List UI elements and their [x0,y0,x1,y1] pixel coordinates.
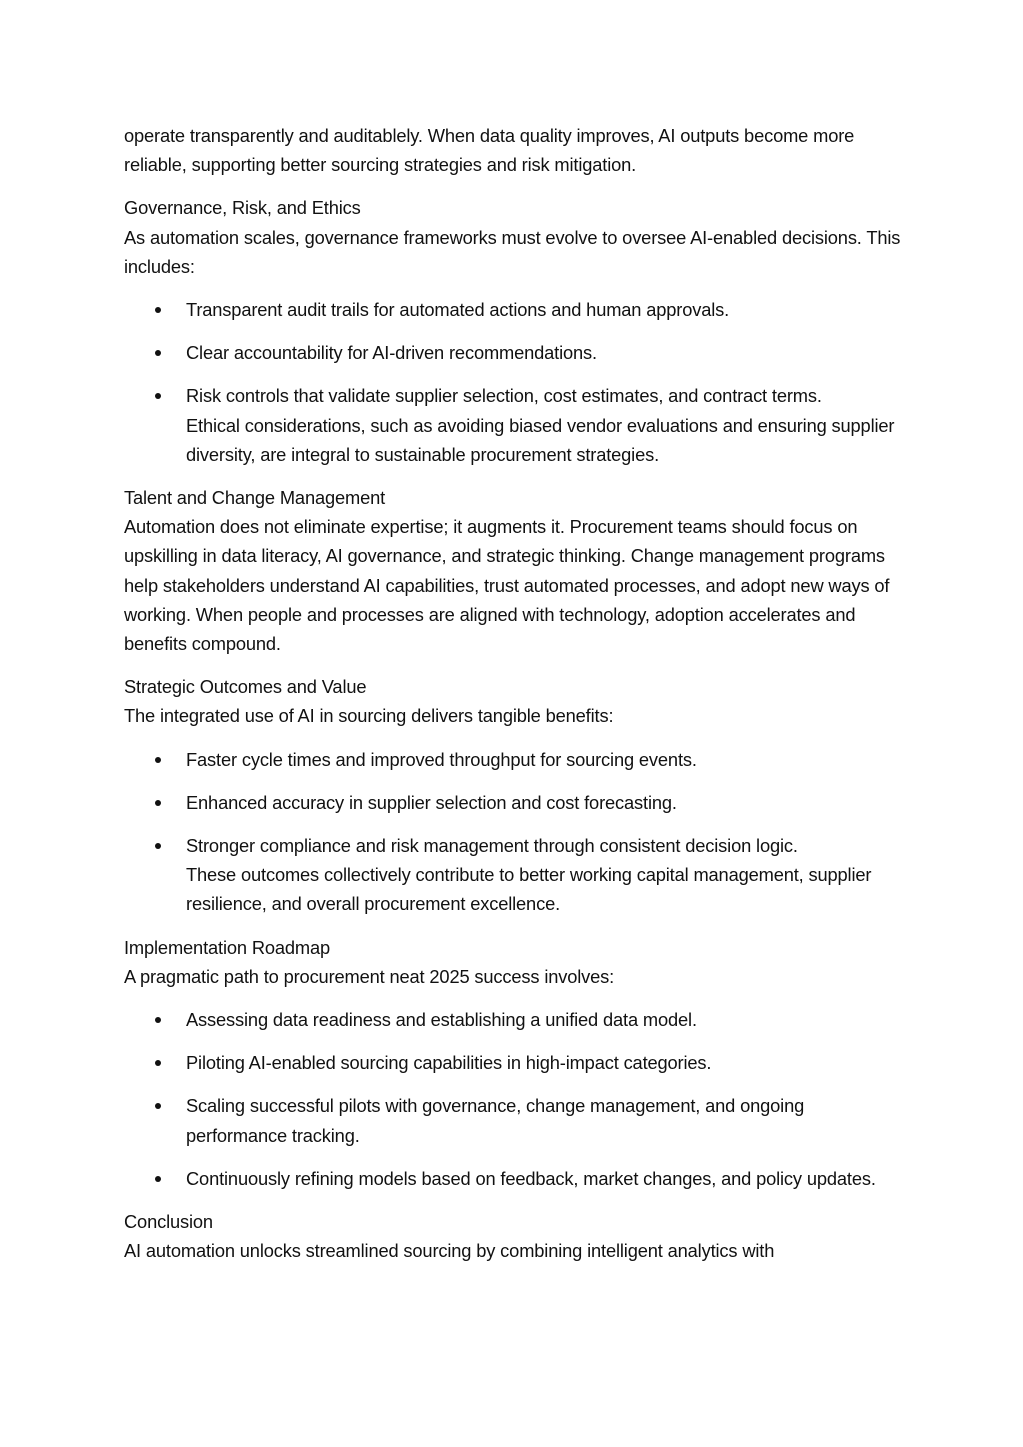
section-talent [124,483,904,658]
section-heading: Talent and Change Management [124,487,386,509]
list-item [124,381,904,469]
list-item [124,1048,904,1077]
bullet-icon [155,800,161,806]
section-roadmap [124,933,904,1193]
section-body: AI automation unlocks streamlined sourcing by combining intelligent analytics with [124,1240,775,1262]
section-body: A pragmatic path to procurement neat 2025 success involves: [124,965,615,987]
section-heading: Conclusion [124,1211,213,1233]
section-conclusion [124,1207,904,1265]
list-item [124,1005,904,1034]
list-item [124,831,904,919]
section-governance [124,193,904,469]
section-body: As automation scales, governance frameworks must evolve to oversee AI-enabled decisions. This includes: [124,226,901,277]
list-item [124,1091,904,1149]
list-item-text: Clear accountability for AI-driven recommendations. [186,342,597,364]
section-body: Automation does not eliminate expertise; it augments it. Procurement teams should focus on upskilling in data literacy, AI governance, and strategic thinking. Change management programs help stakeholders understand AI capabilities, trust automated processes, and adopt new ways of working. When people and processes are aligned with technology, adoption accelerates and benefits compound. [124,516,890,655]
list-item-text: Piloting AI-enabled sourcing capabilities in high-impact categories. [186,1052,712,1074]
list-item [124,295,904,324]
list-item-text: Continuously refining models based on feedback, market changes, and policy updates. [186,1167,876,1189]
bullet-icon [155,757,161,763]
bullet-icon [155,393,161,399]
list-item-text: Assessing data readiness and establishing a unified data model. [186,1009,697,1031]
section-heading: Implementation Roadmap [124,936,331,958]
list-item [124,788,904,817]
list-item-continuation: Ethical considerations, such as avoiding biased vendor evaluations and ensuring supplier diversity, are integral to sustainable procurement strategies. [186,414,895,465]
list-item [124,1164,904,1193]
list-item-text: Transparent audit trails for automated actions and human approvals. [186,299,730,321]
list-item-text: Faster cycle times and improved throughput for sourcing events. [186,748,697,770]
section-body: The integrated use of AI in sourcing delivers tangible benefits: [124,705,614,727]
bullet-list [124,745,904,919]
intro-paragraph: operate transparently and auditablely. When data quality improves, AI outputs become more reliable, supporting better sourcing strategies and risk mitigation. [124,125,855,176]
section-heading: Strategic Outcomes and Value [124,676,367,698]
bullet-icon [155,1103,161,1109]
bullet-list [124,295,904,469]
bullet-icon [155,1017,161,1023]
list-item-text: Stronger compliance and risk management through consistent decision logic. [186,835,798,857]
section-outcomes [124,672,904,918]
list-item-text: Enhanced accuracy in supplier selection and cost forecasting. [186,791,677,813]
bullet-icon [155,843,161,849]
bullet-list [124,1005,904,1193]
list-item-text: Scaling successful pilots with governance, change management, and ongoing performance tracking. [186,1095,805,1146]
bullet-icon [155,1176,161,1182]
section-heading: Governance, Risk, and Ethics [124,197,361,219]
bullet-icon [155,307,161,313]
bullet-icon [155,350,161,356]
bullet-icon [155,1060,161,1066]
document-page [124,121,904,1280]
list-item [124,338,904,367]
list-item-continuation: These outcomes collectively contribute to better working capital management, supplier resilience, and overall procurement excellence. [186,864,872,915]
list-item [124,745,904,774]
list-item-text: Risk controls that validate supplier selection, cost estimates, and contract terms. [186,385,822,407]
